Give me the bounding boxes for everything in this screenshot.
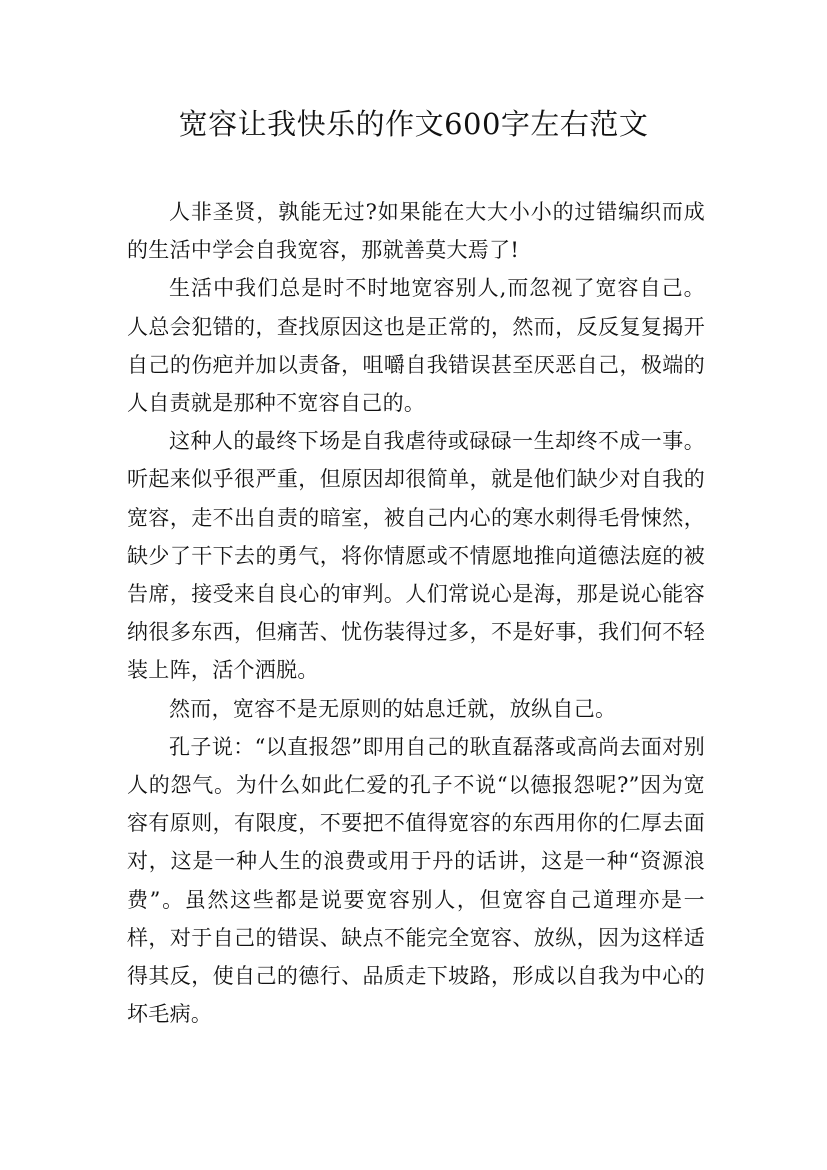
document-title: 宽容让我快乐的作文600字左右范文 — [178, 107, 649, 141]
document-body — [127, 193, 705, 1033]
paragraph-2: 生活中我们总是时不时地宽容别人,而忽视了宽容自己。人总会犯错的，查找原因这也是正常的，然而，反反复复揭开自己的伤疤并加以责备，咀嚼自我错误甚至厌恶自己，极端的人自责就是那种不宽容自己的。 — [127, 276, 705, 416]
paragraph-1: 人非圣贤，孰能无过?如果能在大大小小的过错编织而成的生活中学会自我宽容，那就善莫大焉了! — [127, 200, 705, 263]
paragraph-4: 然而，宽容不是无原则的姑息迁就，放纵自己。 — [169, 696, 617, 721]
paragraph-3: 这种人的最终下场是自我虐待或碌碌一生却终不成一事。听起来似乎很严重，但原因却很简单，就是他们缺少对自我的宽容，走不出自责的暗室，被自己内心的寒水刺得毛骨悚然，缺少了干下去的勇气，将你情愿或不情愿地推向道德法庭的被告席，接受来自良心的审判。人们常说心是海，那是说心能容纳很多东西，但痛苦、忧伤装得过多，不是好事，我们何不轻装上阵，活个洒脱。 — [127, 429, 705, 683]
paragraph-5: 孔子说：“以直报怨”即用自己的耿直磊落或高尚去面对别人的怨气。为什么如此仁爱的孔子不说“以德报怨呢?”因为宽容有原则，有限度，不要把不值得宽容的东西用你的仁厚去面对，这是一种人生的浪费或用于丹的话讲，这是一种“资源浪费”。虽然这些都是说要宽容别人，但宽容自己道理亦是一样，对于自己的错误、缺点不能完全宽容、放纵，因为这样适得其反，使自己的德行、品质走下坡路，形成以自我为中心的坏毛病。 — [127, 734, 705, 1027]
